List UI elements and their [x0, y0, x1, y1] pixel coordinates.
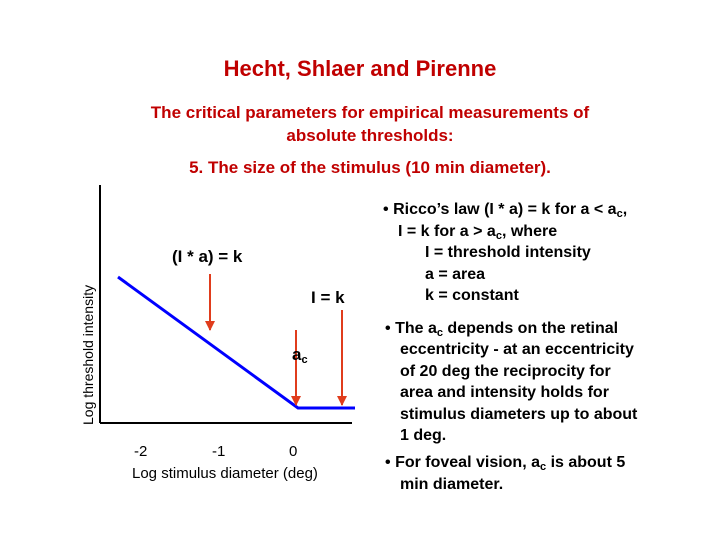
ac-line-3: of 20 deg the reciprocity for — [400, 363, 611, 380]
foveal-line-2: min diameter. — [400, 476, 504, 493]
ac-line-6: 1 deg. — [400, 427, 447, 444]
ac-line-5: stimulus diameters up to about — [400, 406, 638, 423]
ricco-def-intensity: I = threshold intensity — [425, 244, 591, 261]
ricco-line-2: I = k for $a > a_c$, where — [398, 223, 558, 242]
bullet-dot: • — [383, 201, 389, 218]
ricco-def-constant: k = constant — [425, 287, 519, 304]
bullet-ac-eccentricity: • The $a_c$ depends on the retinal — [385, 320, 619, 339]
bullet-foveal-vision: • For foveal vision, $a_c$ is about 5 — [385, 454, 626, 473]
bullet-dot: • — [385, 320, 391, 337]
critical-area-label: $a_c$ — [292, 345, 308, 366]
bullet-dot: • — [385, 454, 391, 471]
x-axis-label: Log stimulus diameter (deg) — [132, 465, 318, 482]
ac-line-2: eccentricity - at an eccentricity — [400, 341, 634, 358]
x-tick-label: 0 — [289, 443, 298, 460]
y-axis-label: Log threshold intensity — [80, 284, 96, 425]
ricco-def-area: a = area — [425, 266, 486, 283]
x-tick-label: -1 — [212, 443, 226, 460]
subtitle-line-1: The critical parameters for empirical measurements of — [150, 103, 590, 122]
bullet-ricco-law: • Ricco’s law (I * a) = k for $a < a_c$, — [383, 201, 628, 220]
ac-line-4: area and intensity holds for — [400, 384, 609, 401]
ricco-law-label: (I * a) = k — [172, 247, 243, 266]
subtitle-line-2: absolute thresholds: — [286, 126, 454, 145]
x-tick-label: -2 — [134, 443, 148, 460]
slide-title: Hecht, Shlaer and Pirenne — [223, 56, 497, 81]
constant-intensity-label: I = k — [311, 288, 345, 307]
point-5-heading: 5. The size of the stimulus (10 min diameter). — [189, 158, 551, 177]
